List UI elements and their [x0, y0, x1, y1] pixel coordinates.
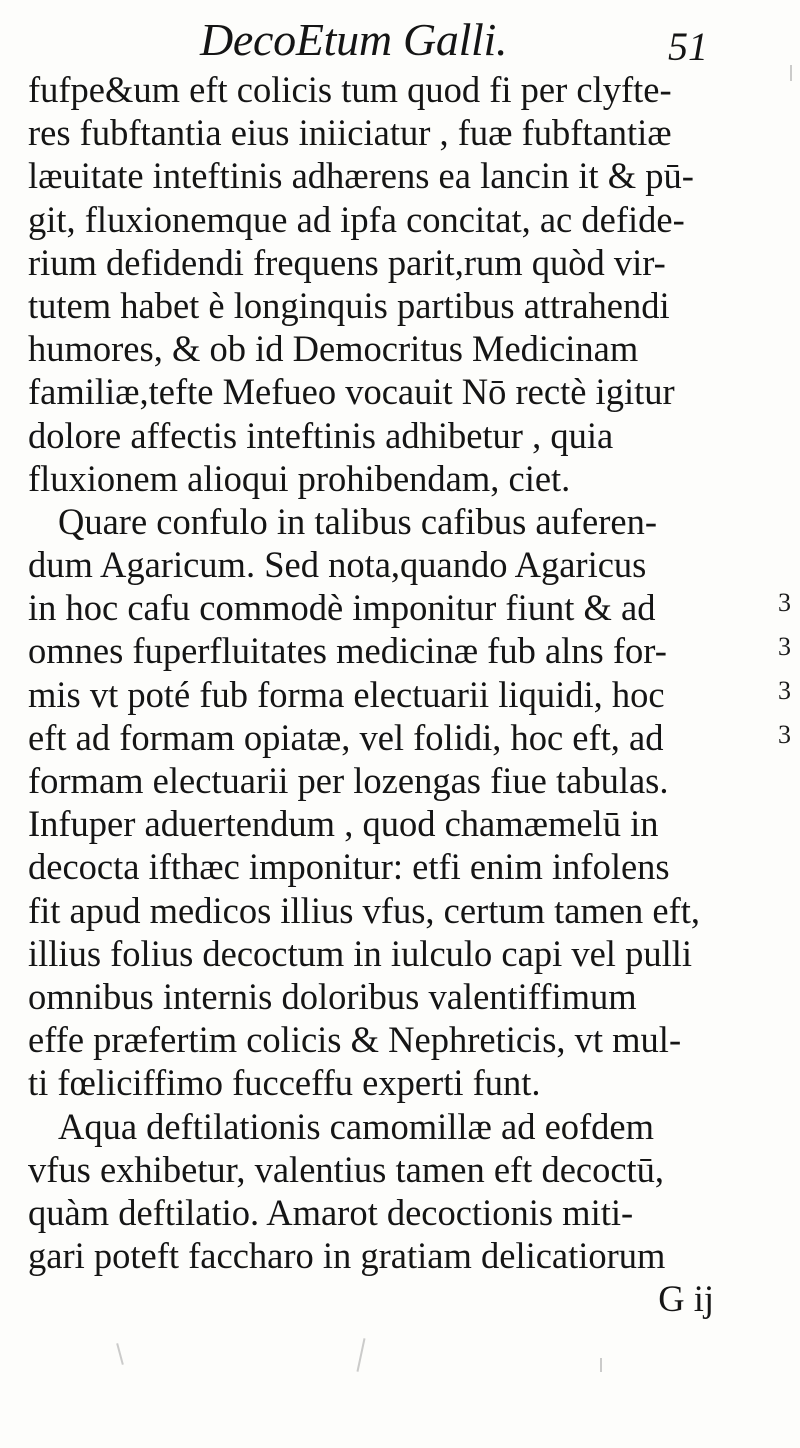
text-line: Infuper aduertendum , quod chamæmelū in [28, 803, 659, 845]
text-line: illius folius decoctum in iulculo capi vel pulli [28, 932, 692, 974]
paper-mark [356, 1338, 365, 1372]
text-line: mis vt poté fub forma electuarii liquidi, hoc [28, 673, 665, 715]
text-line: vfus exhibetur, valentius tamen eft decoctū, [28, 1148, 665, 1190]
text-line: læuitate inteftinis adhærens ea lancin it & pū- [28, 155, 694, 197]
text-line: effe præfertim colicis & Nephreticis, vt mul- [28, 1019, 682, 1061]
text-line: fluxionem alioqui prohibendam, ciet. [28, 457, 571, 499]
text-line: dolore affectis inteftinis adhibetur , quia [28, 414, 614, 456]
text-line: rium defidendi frequens parit,rum quòd vir- [28, 241, 666, 283]
signature-mark: G ij [658, 1278, 714, 1320]
text-line: quàm deftilatio. Amarot decoctionis miti- [28, 1191, 634, 1233]
text-line: fit apud medicos illius vfus, certum tamen eft, [28, 889, 701, 931]
text-line: omnes fuperfluitates medicinæ fub alns for- [28, 630, 667, 672]
text-line: eft ad formam opiatæ, vel folidi, hoc eft, ad [28, 716, 664, 758]
margin-mark: 3 [778, 720, 791, 749]
text-line: git, fluxionemque ad ipfa concitat, ac defide- [28, 198, 685, 240]
margin-mark: 3 [778, 676, 791, 705]
text-line: res fubftantia eius iniiciatur , fuæ fubftantiæ [28, 112, 672, 154]
page-number: 51 [668, 24, 708, 69]
paper-mark [600, 1358, 602, 1372]
text-line: Quare confulo in talibus cafibus auferen- [58, 500, 657, 542]
text-line: humores, & ob id Democritus Medicinam [28, 328, 639, 370]
text-line: gari poteft faccharo in gratiam delicatiorum [28, 1235, 666, 1277]
text-line: omnibus internis doloribus valentiffimum [28, 975, 637, 1017]
paper-mark [790, 65, 792, 81]
running-title: DecoEtum Galli. [200, 14, 508, 65]
text-line: in hoc cafu commodè imponitur fiunt & ad [28, 587, 656, 629]
text-line: dum Agaricum. Sed nota,quando Agaricus [28, 544, 647, 586]
text-line: formam electuarii per lozengas fiue tabulas. [28, 760, 669, 801]
page-header [0, 12, 800, 72]
text-line: decocta ifthæc imponitur: etfi enim infolens [28, 846, 670, 888]
body-text [28, 68, 788, 1320]
margin-mark: 3 [778, 588, 791, 617]
margin-mark: 3 [778, 632, 791, 661]
text-line: ti fœliciffimo fucceffu experti funt. [28, 1062, 541, 1104]
text-line: tutem habet è longinquis partibus attrahendi [28, 284, 670, 326]
paper-mark [116, 1343, 124, 1365]
text-line: Aqua deftilationis camomillæ ad eofdem [58, 1105, 655, 1147]
text-line: fufpe&um eft colicis tum quod fi per clyfte- [28, 69, 672, 110]
text-line: familiæ,tefte Mefueo vocauit Nō rectè igitur [28, 371, 675, 413]
